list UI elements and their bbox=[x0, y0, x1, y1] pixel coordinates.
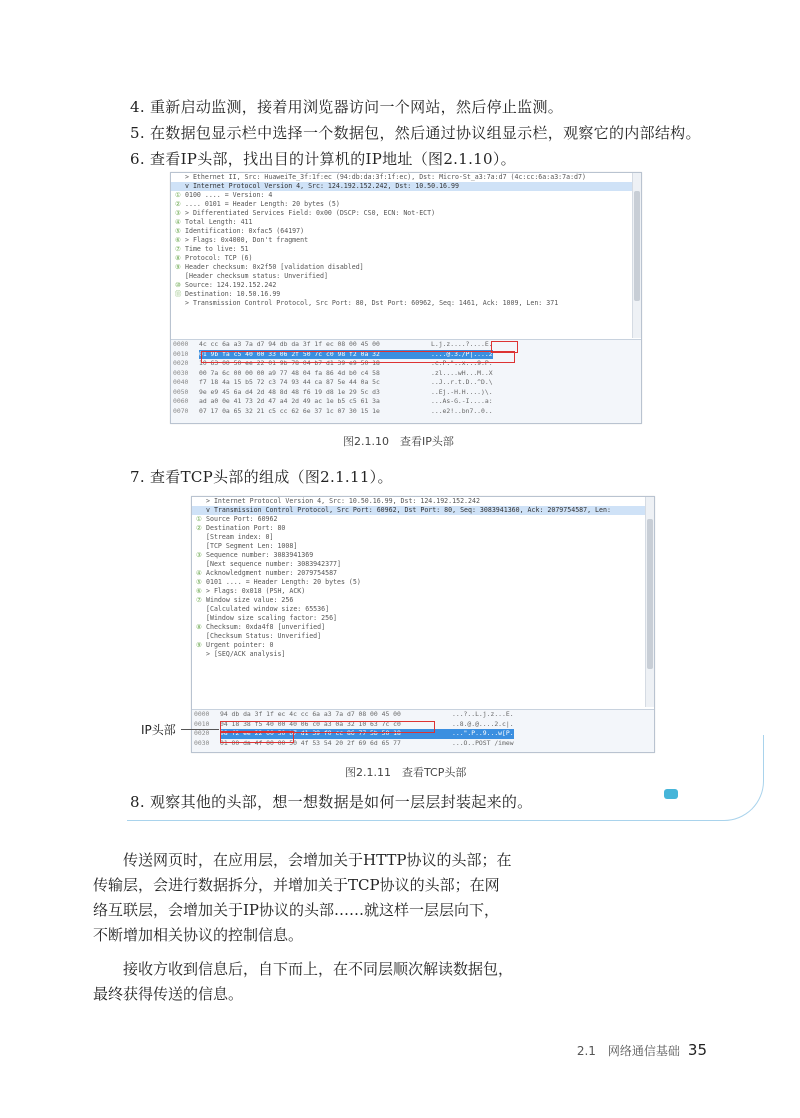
field-text: > Ethernet II, Src: HuaweiTe_3f:1f:ec (94:db:da:3f:1f:ec), Dst: Micro-St_a3:7a:d7 (4c:cc:6a:a3:7a:d7) bbox=[185, 173, 586, 181]
tree-row[interactable] bbox=[192, 650, 654, 659]
hex-bytes: 01 9b fa c5 40 00 33 06 2f 50 7c c0 98 f2 0a 32 bbox=[199, 350, 431, 360]
hex-bytes: 94 db da 3f 1f ec 4c cc 6a a3 7a d7 08 00 45 00 bbox=[220, 710, 401, 718]
tree-row[interactable] bbox=[171, 263, 641, 272]
hex-offset: 0030 bbox=[173, 368, 189, 377]
highlight-box bbox=[201, 351, 515, 363]
tree-row[interactable] bbox=[192, 506, 654, 515]
field-text: 0101 .... = Header Length: 20 bytes (5) bbox=[206, 578, 361, 586]
tree-row[interactable] bbox=[171, 254, 641, 263]
step-5: 5. 在数据包显示栏中选择一个数据包，然后通过协议组显示栏，观察它的内部结构。 bbox=[130, 124, 701, 142]
page-footer bbox=[577, 1040, 707, 1059]
field-text: 0100 .... = Version: 4 bbox=[185, 191, 273, 199]
tree-row[interactable] bbox=[192, 542, 654, 551]
step-6: 6. 查看IP头部，找出目的计算机的IP地址（图2.1.10）。 bbox=[130, 150, 516, 168]
hex-bytes: 01 00 da 4f 00 00 50 4f 53 54 20 2f 69 6d 65 77 bbox=[220, 738, 401, 747]
tree-row[interactable] bbox=[171, 182, 641, 191]
field-marker: ② bbox=[175, 200, 181, 208]
tree-row[interactable] bbox=[192, 569, 654, 578]
hex-offset: 0020 bbox=[173, 359, 189, 367]
hex-row[interactable] bbox=[171, 407, 641, 417]
tree-row[interactable] bbox=[192, 515, 654, 524]
field-text: [TCP Segment Len: 1008] bbox=[206, 542, 298, 550]
hex-bytes: 00 7a 6c 00 00 00 a9 77 48 04 fa 86 4d b0 c4 58 bbox=[199, 368, 380, 377]
field-text: [Window size scaling factor: 256] bbox=[206, 614, 338, 622]
field-text: > Differentiated Services Field: 0x00 (DSCP: CS0, ECN: Not-ECT) bbox=[185, 209, 436, 217]
field-marker: ④ bbox=[175, 218, 181, 226]
field-marker: ⑦ bbox=[196, 596, 202, 604]
section-title: 2.1 网络通信基础 bbox=[576, 1044, 680, 1058]
tree-row[interactable] bbox=[171, 200, 641, 209]
field-marker: ⑦ bbox=[175, 245, 181, 253]
tree-row[interactable] bbox=[192, 551, 654, 560]
tree-row[interactable] bbox=[171, 245, 641, 254]
field-text: [Stream index: 0] bbox=[206, 533, 274, 541]
hex-ascii: L.j.z....?....E. bbox=[431, 340, 493, 348]
hex-ascii: ..Ej.-H.H....)\. bbox=[431, 387, 493, 396]
hex-ascii: ...?..L.j.z...E. bbox=[452, 710, 514, 718]
field-text: Destination: 10.50.16.99 bbox=[185, 290, 281, 298]
field-text: Header checksum: 0x2f50 [validation disabled] bbox=[185, 263, 364, 271]
hex-offset: 0000 bbox=[173, 340, 189, 348]
field-marker: ① bbox=[175, 191, 181, 199]
field-text: Destination Port: 80 bbox=[206, 524, 286, 532]
tree-row[interactable] bbox=[192, 497, 654, 506]
tree-scrollbar[interactable] bbox=[645, 497, 654, 707]
field-text: > Flags: 0x018 (PSH, ACK) bbox=[206, 587, 306, 595]
tree-row[interactable] bbox=[192, 596, 654, 605]
wireshark-ip-screenshot bbox=[170, 172, 642, 424]
field-text: Protocol: TCP (6) bbox=[185, 254, 253, 262]
hex-bytes: 4c cc 6a a3 7a d7 94 db da 3f 1f ec 08 00 45 00 bbox=[199, 340, 380, 348]
hex-row[interactable] bbox=[171, 369, 641, 379]
field-text: > Flags: 0x4000, Don't fragment bbox=[185, 236, 309, 244]
field-text: Urgent pointer: 0 bbox=[206, 641, 274, 649]
field-marker: ② bbox=[196, 524, 202, 532]
tree-row[interactable] bbox=[171, 209, 641, 218]
tree-row[interactable] bbox=[192, 560, 654, 569]
hex-row[interactable] bbox=[171, 340, 641, 350]
field-text: [Next sequence number: 3083942377] bbox=[206, 560, 341, 568]
hex-ascii: ...As-G.-I....a: bbox=[431, 397, 493, 405]
field-text: Total Length: 411 bbox=[185, 218, 253, 226]
hex-offset: 0040 bbox=[173, 378, 189, 386]
hex-ascii: ....@.3./P|....2 bbox=[431, 349, 493, 358]
hex-offset: 0030 bbox=[194, 738, 210, 747]
tree-row[interactable] bbox=[171, 236, 641, 245]
wireshark-tcp-screenshot bbox=[191, 496, 655, 753]
hex-ascii: ...O..POST /imew bbox=[452, 738, 514, 747]
field-marker: ⑧ bbox=[175, 254, 181, 262]
tree-row[interactable] bbox=[171, 191, 641, 200]
ip-header-label: IP头部 bbox=[141, 723, 176, 737]
field-marker: ⑩ bbox=[175, 281, 181, 289]
packet-detail-tree bbox=[171, 173, 641, 308]
hex-bytes: f7 18 4a 15 b5 72 c3 74 93 44 ca 87 5e 44 0a 5c bbox=[199, 378, 380, 386]
hex-offset: 0060 bbox=[173, 397, 189, 405]
tab-marker-icon bbox=[664, 789, 678, 799]
paragraph: 接收方收到信息后，自下而上，在不同层顺次解读数据包，最终获得传送的信息。 bbox=[93, 960, 514, 1003]
hex-bytes: 04 18 38 f5 40 00 40 06 c0 a3 0a 32 10 63 7c c0 bbox=[220, 719, 401, 728]
field-text: [Calculated window size: 65536] bbox=[206, 605, 330, 613]
figure-caption: 图2.1.10 查看IP头部 bbox=[343, 435, 454, 448]
tree-row[interactable] bbox=[192, 632, 654, 641]
field-text: > Internet Protocol Version 4, Src: 10.50.16.99, Dst: 124.192.152.242 bbox=[206, 497, 480, 505]
hex-ascii: ...e2!..bn7..0.. bbox=[431, 406, 493, 415]
paragraph: 传送网页时，在应用层，会增加关于HTTP协议的头部；在传输层，会进行数据拆分，并增加关于TCP协议的头部；在网络互联层，会增加关于IP协议的头部……就这样一层层向下，不断增加相关协议的控制信息。 bbox=[93, 851, 512, 944]
hex-offset: 0050 bbox=[173, 387, 189, 396]
field-marker: ④ bbox=[196, 569, 202, 577]
packet-detail-tree bbox=[192, 497, 654, 659]
tree-row[interactable] bbox=[192, 533, 654, 542]
field-marker: ③ bbox=[196, 551, 202, 559]
page-number: 35 bbox=[687, 1041, 707, 1059]
field-text: v Internet Protocol Version 4, Src: 124.192.152.242, Dst: 10.50.16.99 bbox=[185, 182, 459, 190]
tree-row[interactable] bbox=[192, 578, 654, 587]
tree-row[interactable] bbox=[171, 272, 641, 281]
hex-row[interactable] bbox=[171, 397, 641, 407]
hex-offset: 0020 bbox=[194, 729, 210, 737]
field-marker: ⑤ bbox=[196, 578, 202, 586]
step-7: 7. 查看TCP头部的组成（图2.1.11）。 bbox=[130, 468, 393, 486]
tree-row[interactable] bbox=[192, 605, 654, 614]
figure-caption: 图2.1.11 查看TCP头部 bbox=[345, 766, 467, 779]
field-text: Time to live: 51 bbox=[185, 245, 249, 253]
field-marker: ⑧ bbox=[196, 623, 202, 631]
field-marker: ⑨ bbox=[196, 641, 202, 649]
hex-row[interactable] bbox=[171, 378, 641, 388]
field-text: Source: 124.192.152.242 bbox=[185, 281, 277, 289]
tree-row[interactable] bbox=[171, 281, 641, 290]
step-8: 8. 观察其他的头部，想一想数据是如何一层层封装起来的。 bbox=[130, 793, 533, 811]
hex-ascii: ...".P..9...w[P. bbox=[452, 729, 514, 737]
field-text: [Checksum Status: Unverified] bbox=[206, 632, 322, 640]
field-text: Sequence number: 3083941369 bbox=[206, 551, 314, 559]
field-marker: ⑥ bbox=[196, 587, 202, 595]
field-text: .... 0101 = Header Length: 20 bytes (5) bbox=[185, 200, 340, 208]
step-4: 4. 重新启动监测，接着用浏览器访问一个网站，然后停止监测。 bbox=[130, 98, 564, 116]
hex-bytes: 10 63 00 50 ee 22 01 9b 78 04 b7 d1 39 e9 50 18 bbox=[199, 359, 380, 367]
field-marker: ⑨ bbox=[175, 263, 181, 271]
hex-ascii: ..8.@.@....2.c|. bbox=[452, 719, 514, 728]
field-text: > [SEQ/ACK analysis] bbox=[206, 650, 286, 658]
hex-bytes: 9e e9 45 6a d4 2d 48 8d 48 f6 19 d8 1e 29 5c d3 bbox=[199, 387, 380, 396]
field-text: > Transmission Control Protocol, Src Port: 80, Dst Port: 60962, Seq: 1461, Ack: 1009, Len: 371 bbox=[185, 299, 559, 307]
tree-row[interactable] bbox=[171, 173, 641, 182]
field-marker: ⑪ bbox=[174, 290, 182, 298]
hex-bytes: ad a0 0e 41 73 2d 47 a4 2d 49 ac 1e b5 c5 61 3a bbox=[199, 397, 380, 405]
tree-row[interactable] bbox=[192, 641, 654, 650]
body-text bbox=[93, 848, 513, 1016]
tree-row[interactable] bbox=[192, 587, 654, 596]
hex-offset: 0010 bbox=[173, 349, 189, 358]
tree-scrollbar[interactable] bbox=[632, 173, 641, 338]
tree-row[interactable] bbox=[192, 524, 654, 533]
tree-row[interactable] bbox=[171, 227, 641, 236]
field-text: Identification: 0xfac5 (64197) bbox=[185, 227, 305, 235]
tree-row[interactable] bbox=[192, 623, 654, 632]
field-text: v Transmission Control Protocol, Src Port: 60962, Dst Port: 80, Seq: 3083941360, Ack: 2079754587, Len: bbox=[206, 506, 611, 514]
hex-bytes: 07 17 0a 65 32 21 c5 cc 62 6e 37 1c 07 30 15 1e bbox=[199, 406, 380, 415]
field-text: Source Port: 60962 bbox=[206, 515, 278, 523]
field-marker: ⑥ bbox=[175, 236, 181, 244]
hex-ascii: .zl....wH...M..X bbox=[431, 368, 493, 377]
hex-offset: 0010 bbox=[194, 719, 210, 728]
field-marker: ① bbox=[196, 515, 202, 523]
field-text: Window size value: 256 bbox=[206, 596, 294, 604]
hex-row[interactable] bbox=[192, 710, 654, 720]
field-text: [Header checksum status: Unverified] bbox=[185, 272, 328, 280]
hex-ascii: ..J..r.t.D..^D.\ bbox=[431, 378, 493, 386]
tree-row[interactable] bbox=[171, 218, 641, 227]
hex-offset: 0070 bbox=[173, 406, 189, 415]
field-marker: ③ bbox=[175, 209, 181, 217]
field-text: Checksum: 0xda4f8 [unverified] bbox=[206, 623, 326, 631]
field-text: Acknowledgment number: 2079754587 bbox=[206, 569, 338, 577]
hex-row[interactable] bbox=[171, 388, 641, 398]
tree-row[interactable] bbox=[192, 614, 654, 623]
hex-offset: 0000 bbox=[194, 710, 210, 718]
label-leader-line bbox=[181, 729, 219, 730]
hex-bytes: 98 f2 ee 22 00 50 b7 d1 39 f0 cc 86 77 5b 50 18 bbox=[220, 729, 452, 739]
field-marker: ⑤ bbox=[175, 227, 181, 235]
tree-row[interactable] bbox=[171, 299, 641, 308]
hex-ascii: .c.P."..x...9.P. bbox=[431, 359, 493, 367]
tree-row[interactable] bbox=[171, 290, 641, 299]
